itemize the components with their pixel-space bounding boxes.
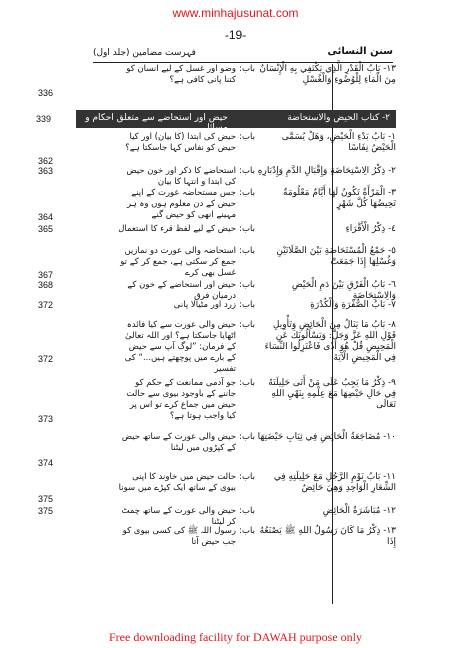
- entry-page: 336: [38, 88, 54, 98]
- entry-urdu: حیض اور استحاضے کے خون کے درمیان فرق: [127, 280, 236, 301]
- entry-arabic: ١٢- مُبَاشَرَةُ الْحَائِضِ: [322, 506, 396, 516]
- toc-entry: [38, 188, 396, 224]
- entry-arabic: ٥- جَمْعُ الْمُسْتَحَاضَةِ بَيْنَ الصَّلَاتَيْنِ وَغُسْلِهَا إِذَا جَمَعَتْ: [276, 246, 396, 267]
- entry-urdu: زرد اور مٹیالا پانی: [173, 300, 236, 310]
- entry-bab: باب:: [239, 224, 255, 234]
- entry-bab: باب:: [239, 472, 255, 482]
- entry-urdu: جس مستحاضہ عورت کے اپنے حیض کے دن معلوم ہوں وہ ہر مہینے انھی کو حیض گنے: [127, 188, 236, 220]
- toc-entry: [38, 320, 396, 378]
- entry-bab: باب:: [239, 64, 255, 74]
- entry-arabic: ٤- ذِكْرُ الْأَقْرَاءِ: [345, 224, 396, 234]
- entry-arabic: ٢- ذِكْرُ الِاسْتِحَاضَةِ وَإِقْبَالِ الدَّمِ وَإِدْبَارِهِ: [257, 166, 396, 176]
- entry-page: 374: [38, 458, 54, 468]
- entry-urdu: استحاضہ والی عورت دو نمازیں جمع کر سکتی ہے، جمع کر کے تو غسل بھی کرے: [120, 246, 236, 278]
- entry-bab: باب:: [239, 506, 255, 516]
- chapter-banner: [76, 110, 396, 133]
- entry-bab: باب:: [239, 246, 255, 256]
- entry-urdu: رسول اللہ ﷺ کی کسی بیوی کو جب حیض آتا: [122, 526, 236, 547]
- entry-urdu: جو آدمی ممانعت کے حکم کو جاننے کے باوجود بیوی سے حالت حیض میں جماع کرے تو اس پر کیا واجب ہوتا ہے؟: [126, 378, 236, 421]
- toc-entry: [38, 64, 396, 100]
- entry-page: 367: [38, 270, 54, 280]
- entry-bab: باب:: [239, 432, 255, 442]
- toc-entry: [38, 432, 396, 472]
- entry-page: 363: [38, 166, 54, 176]
- toc-entry: [76, 526, 396, 546]
- entry-urdu: حیض کی ابتدا (کا بیان) اور کیا حیض کو نفاس کہا جاسکتا ہے؟: [125, 132, 236, 153]
- contents-table: [38, 64, 396, 100]
- entry-bab: باب:: [239, 320, 255, 330]
- entry-bab: باب:: [239, 188, 255, 198]
- entry-arabic: ٨- بَابُ مَا يَنَالُ مِنَ الْحَائِضِ وَتَأْوِيلِ قَوْلِ اللهِ عَزَّ وَجَلَّ: وَيَسْأَلُونَكَ عَنِ الْمَحِيضِ قُلْ هُوَ أَذًى فَاعْتَزِلُوا النِّسَاءَ فِي الْمَحِيضِ الْآيَةَ: [264, 320, 396, 363]
- entry-urdu: حیض والی عورت کے ساتھ چمٹ کر لیٹنا: [121, 506, 236, 527]
- running-header: [93, 46, 393, 63]
- entry-arabic: ١٠- مُضَاجَعَةُ الْحَائِضِ فِي ثِيَابِ حَيْضَتِهَا: [257, 432, 396, 442]
- entry-arabic: ١٣- بَابُ الْقَدْرِ الَّذِي يَكْتَفِي بِهِ الْإِنْسَانُ مِنَ الْمَاءِ لِلْوُضُوءِ وَالْغُسْلِ: [259, 64, 396, 85]
- entry-urdu: استحاضے کا ذکر اور خون حیض کی ابتدا و انتہا کا بیان: [126, 166, 236, 187]
- toc-entry: [38, 472, 396, 506]
- entry-page: 362: [38, 156, 54, 166]
- entry-arabic: ٩- ذِكْرُ مَا يَجِبُ عَلَى مَنْ أَتَى حَلِيلَتَهُ فِي حَالِ حَيْضِهَا مَعَ عِلْمِهِ بِنَهْيِ اللهِ تَعَالَى: [268, 378, 396, 410]
- section-title: فہرست مضامین (جلد اول): [93, 48, 196, 58]
- entry-urdu: حالت حیض میں خاوند کا اپنی بیوی کے ساتھ ایک کپڑے میں سونا: [118, 472, 236, 493]
- entry-page: 372: [38, 354, 54, 364]
- entry-bab: باب:: [239, 166, 255, 176]
- toc-entry: [38, 280, 396, 301]
- toc-entry: [38, 166, 396, 188]
- chapter-arabic: ٢- كتاب الحيض والاستحاضة: [287, 113, 390, 123]
- entry-bab: باب:: [239, 526, 255, 536]
- toc-entry: [38, 300, 396, 320]
- entry-urdu: حیض والی عورت سے کیا فائدہ اٹھایا جاسکتا ہے؟ اور اللہ تعالیٰ کے فرمان: ”لوگ آپ سے حیض کے بارے میں پوچھتے ہیں...“ کی تفسیر: [124, 320, 236, 374]
- entry-urdu: حیض کے لیے لفظ قرء کا استعمال: [118, 224, 236, 234]
- chapter-page: 339: [36, 114, 52, 124]
- footer-note: Free downloading facility for DAWAH purpose only: [109, 630, 362, 644]
- entry-arabic: ١٣- ذِكْرُ مَا كَانَ رَسُولُ اللهِ ﷺ يَصْنَعُهُ إِذَا: [259, 526, 396, 547]
- entry-page: 368: [38, 280, 54, 290]
- toc-entry: [38, 246, 396, 280]
- entry-bab: باب:: [239, 300, 255, 310]
- entry-page: 365: [38, 224, 54, 234]
- toc-entry: [38, 378, 396, 432]
- page-number: -19-: [224, 28, 247, 42]
- entry-arabic: ١- بَابُ بَدْءِ الْحَيْضِ، وَهَلْ يُسَمَّى الْحَيْضُ نِفَاسًا: [281, 132, 396, 153]
- entry-bab: باب:: [239, 132, 255, 142]
- toc-entry: [38, 224, 396, 246]
- entry-page: 364: [38, 212, 54, 222]
- entry-arabic: ٧- بَابُ الصُّفْرَةِ وَالْكُدْرَةِ: [310, 300, 396, 310]
- contents-table-body: [38, 132, 396, 547]
- entry-page: 375: [38, 506, 54, 516]
- entry-urdu: حیض والی عورت کے ساتھ حیض کے کپڑوں میں لیٹنا: [121, 432, 236, 453]
- entry-arabic: ٦- بَابُ الْفَرْقِ بَيْنَ دَمِ الْحَيْضِ وَالِاسْتِحَاضَةِ: [291, 280, 396, 301]
- chapter-urdu: حیض اور استحاضے سے متعلق احکام و مسائل: [85, 113, 228, 133]
- site-url[interactable]: www.minhajusunat.com: [172, 6, 299, 20]
- toc-entry: [38, 506, 396, 527]
- entry-page: 373: [38, 414, 54, 424]
- entry-bab: باب:: [239, 280, 255, 290]
- entry-arabic: ١١- بَابُ نَوْمِ الرَّجُلِ مَعَ حَلِيلَتِهِ فِي الشِّعَارِ الْوَاحِدِ وَهِيَ حَائِضٌ: [273, 472, 396, 493]
- entry-arabic: ٣- الْمَرْأَةُ تَكُونُ لَهَا أَيَّامٌ مَعْلُومَةٌ تَحِيضُهَا كُلَّ شَهْرٍ: [283, 188, 396, 209]
- entry-bab: باب:: [239, 378, 255, 388]
- entry-urdu: وضو اور غسل کے لیے انسان کو کتنا پانی کافی ہے؟: [126, 64, 236, 85]
- book-title: سنن النسائی: [327, 46, 393, 57]
- entry-page: 372: [38, 300, 54, 310]
- toc-entry: [38, 132, 396, 166]
- entry-page: 375: [38, 494, 54, 504]
